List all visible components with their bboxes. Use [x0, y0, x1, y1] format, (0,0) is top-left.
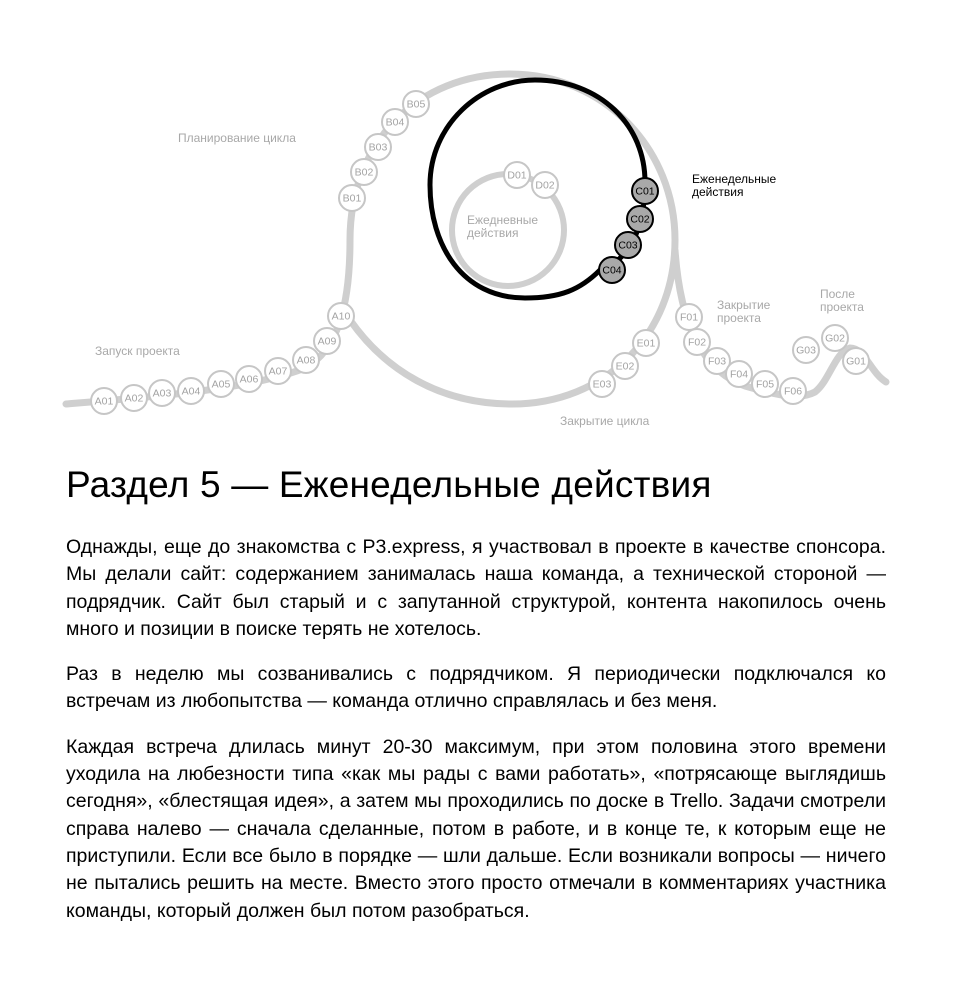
node-c04: [599, 257, 625, 283]
node-g03: [793, 337, 819, 363]
node-c02: [627, 206, 653, 232]
node-label: A08: [296, 354, 316, 367]
node-a09: [314, 328, 340, 354]
node-a03: [149, 380, 175, 406]
label-after-project-2: проекта: [820, 300, 864, 314]
label-daily-actions-1: Ежедневные: [467, 213, 539, 227]
node-label: G03: [796, 344, 816, 357]
node-a07: [265, 358, 291, 384]
node-a08: [293, 347, 319, 373]
node-e02: [612, 353, 638, 379]
label-project-closing-1: Закрытие: [717, 298, 771, 312]
node-label: F05: [755, 378, 775, 391]
node-b05: [403, 91, 429, 117]
node-label: F01: [679, 311, 699, 324]
label-project-start: Запуск проекта: [95, 344, 180, 358]
node-b03: [365, 134, 391, 160]
node-label: D01: [507, 169, 527, 182]
label-daily-actions-2: действия: [467, 226, 519, 240]
node-label: A02: [124, 392, 144, 405]
node-label: C04: [602, 264, 622, 277]
node-label: E02: [615, 360, 635, 373]
node-b04: [382, 109, 408, 135]
node-label: D02: [535, 179, 555, 192]
node-label: A06: [239, 373, 259, 386]
paragraph-1: Однажды, еще до знакомства с P3.express, я участвовал в проекте в качестве спонсора. Мы делали сайт: содержанием занималась наша команда, а технической стороной — подрядчик. Сайт был старый и с запутанной структурой, контента накопилось очень много и позиции в поиске терять не хотелось.: [66, 536, 886, 640]
node-label: F06: [783, 385, 803, 398]
label-cycle-closing: Закрытие цикла: [560, 414, 650, 428]
node-label: C02: [630, 213, 650, 226]
node-f05: [752, 371, 778, 397]
node-b02: [351, 159, 377, 185]
node-label: C03: [618, 239, 638, 252]
node-a02: [121, 385, 147, 411]
node-c03: [615, 232, 641, 258]
node-label: C01: [635, 185, 655, 198]
node-d02: [532, 172, 558, 198]
node-label: A03: [152, 387, 172, 400]
node-f04: [726, 361, 752, 387]
node-a06: [236, 366, 262, 392]
article: [66, 462, 886, 943]
node-label: A01: [94, 395, 114, 408]
node-label: F02: [687, 336, 707, 349]
node-e03: [589, 371, 615, 397]
node-label: B04: [385, 116, 405, 129]
node-f06: [780, 378, 806, 404]
node-b01: [339, 185, 365, 211]
label-weekly-actions-1: Еженедельные: [692, 172, 777, 186]
node-label: B03: [368, 141, 388, 154]
node-e01: [633, 330, 659, 356]
node-a05: [208, 371, 234, 397]
label-cycle-planning: Планирование цикла: [178, 131, 296, 145]
paragraph-3: Каждая встреча длилась минут 20-30 максимум, при этом половина этого времени уходила на любезности типа «как мы рады с вами работать», «потрясающе выглядишь сегодня», «блестящая идея», а затем мы проходились по доске в Trello. Задачи смотрели справа налево — сначала сделанные, потом в работе, и в конце те, к которым еще не приступили. Если все было в порядке — шли дальше. Если возникали вопросы — ничего не пытались решить на месте. Вместо этого просто отмечали в комментариях участника команды, который должен был потом разобраться.: [66, 735, 886, 922]
label-after-project-1: После: [820, 287, 855, 301]
label-project-closing-2: проекта: [717, 311, 761, 325]
node-label: F03: [707, 355, 727, 368]
paragraph-2: Раз в неделю мы созванивались с подрядчиком. Я периодически подключался ко встречам из любопытства — команда отлично справлялась и без меня.: [66, 663, 886, 713]
node-g02: [822, 325, 848, 351]
node-label: E03: [592, 378, 612, 391]
node-label: F04: [729, 368, 749, 381]
node-a04: [178, 378, 204, 404]
node-a10: [328, 303, 354, 329]
node-label: E01: [636, 337, 656, 350]
node-f01: [676, 304, 702, 330]
node-a01: [91, 388, 117, 414]
node-label: A10: [331, 310, 351, 323]
node-label: B02: [354, 166, 374, 179]
node-label: B05: [406, 98, 426, 111]
node-label: A07: [268, 365, 288, 378]
node-g01: [843, 348, 869, 374]
process-diagram: [0, 0, 960, 440]
node-label: A05: [211, 378, 231, 391]
node-label: G02: [825, 332, 845, 345]
node-label: G01: [846, 355, 866, 368]
node-label: A04: [181, 385, 201, 398]
label-weekly-actions-2: действия: [692, 185, 744, 199]
node-label: A09: [317, 335, 337, 348]
node-f02: [684, 329, 710, 355]
node-d01: [504, 162, 530, 188]
node-c01: [632, 178, 658, 204]
node-label: B01: [342, 192, 362, 205]
section-title: Раздел 5 — Еженедельные действия: [66, 464, 712, 505]
